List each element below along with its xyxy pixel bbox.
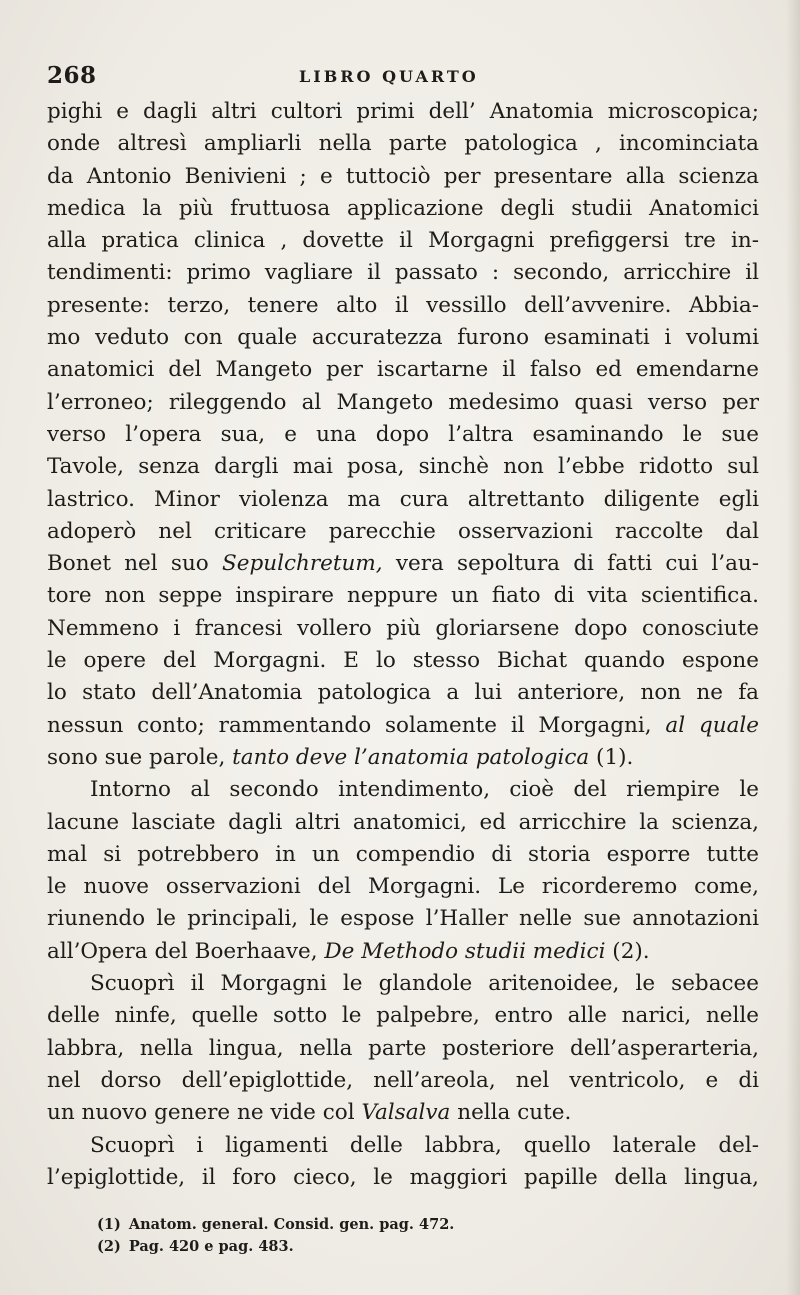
text-line [47,484,759,516]
text-span: mal si potrebbero in un compendio di storia esporre tutte [47,841,759,867]
text-line [47,1097,759,1129]
text-span: Intorno al secondo intendimento, cioè del riempire le [90,777,759,803]
text-span: labbra, nella lingua, nella parte posteriore dell’asperarteria, [47,1035,759,1061]
text-span: Nemmeno i francesi vollero più gloriarsene dopo conosciute [47,615,759,641]
text-line [47,1000,759,1032]
text-span: nel dorso dell’epiglottide, nell’areola, nel ventricolo, e di [47,1067,759,1093]
text-line [47,419,759,451]
text-line [47,451,759,483]
text-line [47,774,759,806]
text-line [47,548,759,580]
footnote-mark: (1) [97,1216,121,1233]
text-line [47,613,759,645]
text-span: le nuove osservazioni del Morgagni. Le ricorderemo come, [47,874,759,900]
text-line [47,1033,759,1065]
footnote-mark: (2) [97,1238,121,1255]
italic-text: tanto deve l’anatomia patologica [232,744,590,770]
text-line [47,322,759,354]
text-span: anatomici del Mangeto per iscartarne il falso ed emendarne [47,357,759,383]
text-span: Scuoprì il Morgagni le glandole aritenoidee, le sebacee [90,971,759,997]
text-span: delle ninfe, quelle sotto le palpebre, entro alle narici, nelle [47,1003,759,1029]
text-span: lastrico. Minor violenza ma cura altrettanto diligente egli [47,486,759,512]
text-span: un nuovo genere ne vide col [47,1100,362,1126]
text-line [47,387,759,419]
text-span: mo veduto con quale accuratezza furono esaminati i volumi [47,325,759,351]
text-span: Tavole, senza dargli mai posa, sinchè non l’ebbe ridotto sul [47,454,759,480]
running-head: LIBRO QUARTO [299,67,479,86]
italic-text: De Methodo studii medici [324,938,606,964]
text-line [47,1130,759,1162]
text-span: pighi e dagli altri cultori primi dell’ Anatomia microscopica; [47,99,759,124]
text-span: onde altresì ampliarli nella parte patologica , incominciata [47,131,759,157]
text-line [47,193,759,225]
text-line [47,290,759,322]
italic-text: al quale [665,712,759,738]
text-line [47,128,759,160]
text-line [47,1162,759,1194]
text-span: lacune lasciate dagli altri anatomici, ed arricchire la scienza, [47,809,759,835]
text-line [47,710,759,742]
text-line [47,677,759,709]
footnotes [97,1214,717,1258]
text-line [47,742,759,774]
italic-text: Valsalva [361,1100,451,1126]
text-line [47,807,759,839]
text-span: lo stato dell’Anatomia patologica a lui anteriore, non ne fa [47,680,759,706]
text-line [47,1065,759,1097]
text-line [47,161,759,193]
text-span: adoperò nel criticare parecchie osservazioni raccolte dal [47,518,759,544]
footnote [97,1236,717,1258]
body-text [47,96,759,1194]
text-span: l’epiglottide, il foro cieco, le maggiori papille della lingua, [47,1164,759,1190]
text-line [47,257,759,289]
text-span: verso l’opera sua, e una dopo l’altra esaminando le sue [47,421,759,447]
text-line [47,96,759,128]
text-span: medica la più fruttuosa applicazione degli studii Anatomici [47,195,759,221]
text-span: le opere del Morgagni. E lo stesso Bichat quando espone [47,648,759,674]
text-line [47,903,759,935]
text-span: riunendo le principali, le espose l’Haller nelle sue annotazioni [47,906,759,932]
text-span: nella cute. [450,1100,572,1126]
text-line [47,225,759,257]
text-span: l’erroneo; rileggendo al Mangeto medesimo quasi verso per [47,389,759,415]
text-span: all’Opera del Boerhaave, [47,938,325,964]
page-number: 268 [47,62,97,89]
text-span: tore non seppe inspirare neppure un fiato di vita scientifica. [47,583,759,609]
text-line [47,354,759,386]
page-edge-shadow [786,0,800,1295]
text-span: (1). [589,744,634,770]
footnote [97,1214,717,1236]
text-line [47,936,759,968]
text-span: Scuoprì i ligamenti delle labbra, quello laterale del- [90,1132,759,1158]
text-span: da Antonio Benivieni ; e tuttociò per presentare alla scienza [47,163,759,189]
text-span: alla pratica clinica , dovette il Morgagni prefiggersi tre in- [47,228,759,254]
text-line [47,839,759,871]
text-span: sono sue parole, [47,744,233,770]
text-span: Bonet nel suo [47,551,223,577]
text-line [47,968,759,1000]
italic-text: Sepulchretum, [222,551,383,577]
text-line [47,580,759,612]
text-span: presente: terzo, tenere alto il vessillo dell’avvenire. Abbia- [47,292,759,318]
footnote-text: Pag. 420 e pag. 483. [128,1238,294,1255]
text-span: (2). [605,938,650,964]
text-span: tendimenti: primo vagliare il passato : secondo, arricchire il [47,260,759,286]
text-span: vera sepoltura di fatti cui l’au- [382,551,759,577]
text-line [47,871,759,903]
text-line [47,645,759,677]
text-span: nessun conto; rammentando solamente il Morgagni, [47,712,666,738]
page-header [47,62,757,92]
text-line [47,516,759,548]
footnote-text: Anatom. general. Consid. gen. pag. 472. [128,1216,455,1233]
